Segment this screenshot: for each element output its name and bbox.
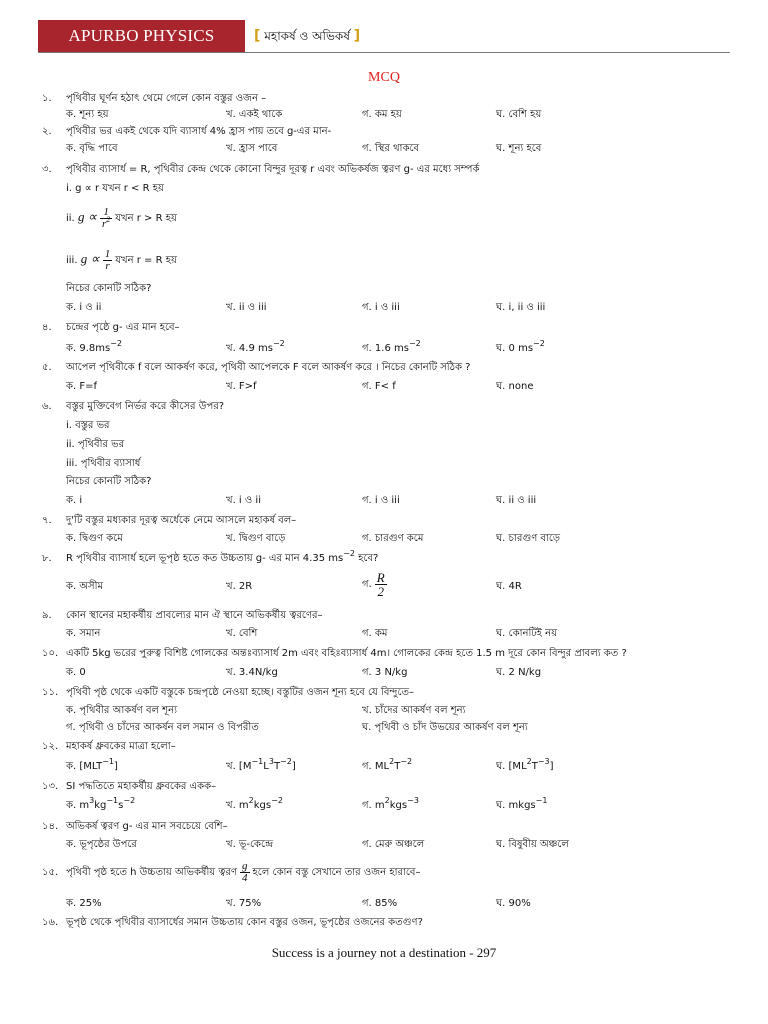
- q11-option-d: ঘ. পৃথিবী ও চাঁদ উভয়ের আকর্ষণ বল শূন্য: [362, 722, 528, 733]
- q9-option-c: গ. কম: [362, 628, 388, 639]
- q10-option-a: ক. 0: [66, 667, 86, 678]
- question-2: ২. পৃথিবীর ভর একই থেকে যদি ব্যাসার্ধ 4% হ্রাস পায় তবে g-এর মান-: [42, 126, 332, 137]
- q8-option-c: গ. $\frac{R}{2}$: [362, 569, 385, 599]
- q15-option-b: খ. 75%: [226, 898, 262, 909]
- q14-option-a: ক. ভূপৃষ্ঠের উপরে: [66, 839, 137, 850]
- q10-option-b: খ. 3.4N/kg: [226, 667, 278, 678]
- q5-option-d: ঘ. none: [496, 381, 534, 392]
- q13-option-c: গ. $m^2kgs^{-3}$: [362, 796, 419, 811]
- q14-option-d: ঘ. বিষুবীয় অঞ্চলে: [496, 839, 569, 850]
- q8-option-b: খ. 2R: [226, 581, 253, 592]
- q13-option-b: খ. $m^2kgs^{-2}$: [226, 796, 283, 811]
- q15-option-a: ক. 25%: [66, 898, 102, 909]
- q4-option-a: ক. $9.8ms^{-2}$: [66, 339, 123, 354]
- question-7: ৭. দু'টি বস্তুর মধ্যকার দূরত্ব অর্ধেকে নেমে আসলে মহাকর্ষ বল–: [42, 515, 297, 526]
- q8-option-a: ক. অসীম: [66, 581, 104, 592]
- section-title: MCQ: [368, 70, 400, 85]
- question-15: ১৫. পৃথিবী পৃষ্ঠ হতে h উচ্চতায় অভিকর্ষীয় ত্বরণ $\frac{g}{4}$ হলে কোন বস্তু সেখানে তার ওজন হারাবে–: [42, 859, 421, 884]
- q5-option-b: খ. F>f: [226, 381, 257, 392]
- q6-statement-3: iii. পৃথিবীর ব্যাসার্ধ: [66, 458, 141, 469]
- page-footer: Success is a journey not a destination - 297: [271, 945, 497, 960]
- question-6: ৬. বস্তুর মুক্তিবেগ নির্ভর করে কীসের উপর?: [42, 401, 225, 412]
- q5-option-c: গ. F< f: [362, 381, 396, 392]
- q1-option-a: ক. শূন্য হয়: [66, 109, 109, 120]
- q8-option-d: ঘ. 4R: [496, 581, 522, 592]
- q6-option-d: ঘ. ii ও iii: [496, 495, 537, 506]
- q10-option-d: ঘ. 2 N/kg: [496, 667, 542, 678]
- q6-option-a: ক. i: [66, 495, 83, 506]
- q6-statement-1: i. বস্তুর ভর: [66, 420, 110, 431]
- q15-option-d: ঘ. 90%: [496, 898, 531, 909]
- q6-option-c: গ. i ও iii: [362, 495, 400, 506]
- q7-option-d: ঘ. চারগুণ বাড়ে: [496, 533, 561, 544]
- q12-option-d: ঘ. $[ML^2T^{-3}]$: [496, 757, 554, 772]
- q12-option-b: খ. $[M^{-1}L^3T^{-2}]$: [226, 757, 296, 772]
- q1-option-d: ঘ. বেশি হয়: [496, 109, 542, 120]
- q13-option-d: ঘ. mkgs$^{-1}$: [496, 796, 548, 811]
- brand-label: APURBO PHYSICS: [38, 20, 245, 52]
- q2-option-c: গ. স্থির থাকবে: [362, 143, 420, 154]
- q6-option-b: খ. i ও ii: [226, 495, 261, 506]
- q4-option-d: ঘ. 0 $ms^{-2}$: [496, 339, 545, 354]
- q3-option-d: ঘ. i, ii ও iii: [496, 302, 546, 313]
- q9-option-a: ক. সমান: [66, 628, 101, 639]
- q4-option-b: খ. 4.9 $ms^{-2}$: [226, 339, 285, 354]
- q2-option-d: ঘ. শূন্য হবে: [496, 143, 542, 154]
- chapter-name: মহাকর্ষ ও অভিকর্ষ: [264, 29, 350, 43]
- q6-ask: নিচের কোনটি সঠিক?: [66, 476, 152, 487]
- q2-option-a: ক. বৃদ্ধি পাবে: [66, 143, 118, 154]
- close-bracket: ]: [353, 28, 361, 44]
- q3-ask: নিচের কোনটি সঠিক?: [66, 283, 152, 294]
- question-8: ৮. R পৃথিবীর ব্যাসার্ধ হলে ভূপৃষ্ঠ হতে কত উচ্চতায় g- এর মান 4.35 $ms^{-2}$ হবে?: [42, 549, 379, 564]
- q3-option-a: ক. i ও ii: [66, 302, 102, 313]
- q11-option-c: গ. পৃথিবী ও চাঁদের আকর্ষন বল সমান ও বিপরীত: [66, 722, 259, 733]
- q14-option-c: গ. মেরু অঞ্চলে: [362, 839, 425, 850]
- q3-statement-3: iii. g ∝ $\frac{1}{r}$ যখন r = R হয়: [66, 247, 177, 272]
- q1-option-c: গ. কম হয়: [362, 109, 402, 120]
- question-13: ১৩. SI পদ্ধতিতে মহাকর্ষীয় ধ্রুবকের একক–: [42, 781, 217, 792]
- q3-statement-1: i. g ∝ r যখন r < R হয়: [66, 183, 164, 194]
- q7-option-c: গ. চারগুণ কমে: [362, 533, 424, 544]
- q9-option-b: খ. বেশি: [226, 628, 258, 639]
- chapter-title: [254, 20, 360, 52]
- question-3: ৩. পৃথিবীর ব্যাসার্ধ = R, পৃথিবীর কেন্দ্র থেকে কোনো বিন্দুর দূরত্ব r এবং অভিকর্ষজ ত্বরণ g- এর মধ্যে সম্পর্ক: [42, 164, 480, 175]
- question-10: ১০. একটি 5kg ভরের পুরুত্ব বিশিষ্ট গোলকের অন্তঃব্যাসার্ধ 2m এবং বহিঃব্যাসার্ধ 4m। গোলকের কেন্দ্র হতে 1.5 m দূরে কোন বিন্দুর প্রাবল্য কত ?: [42, 648, 627, 659]
- q3-statement-2: ii. g ∝ $\frac{1}{r^2}$ যখন r > R হয়: [66, 205, 177, 230]
- q11-option-a: ক. পৃথিবীর আকর্ষণ বল শূন্য: [66, 705, 177, 716]
- q12-option-a: ক. $[MLT^{-1}]$: [66, 757, 118, 772]
- q9-option-d: ঘ. কোনটিই নয়: [496, 628, 558, 639]
- question-4: ৪. চন্দ্রের পৃষ্ঠে g- এর মান হবে–: [42, 322, 180, 333]
- q6-statement-2: ii. পৃথিবীর ভর: [66, 439, 125, 450]
- q3-option-b: খ. ii ও iii: [226, 302, 267, 313]
- page-header: [38, 20, 730, 53]
- question-12: ১২. মহাকর্ষ ধ্রুবকের মাত্রা হলো–: [42, 741, 176, 752]
- q7-option-b: খ. দ্বিগুণ বাড়ে: [226, 533, 286, 544]
- q4-option-c: গ. 1.6 $ms^{-2}$: [362, 339, 421, 354]
- question-1: ১. পৃথিবীর ঘূর্ণন হঠাৎ থেমে গেলে কোন বস্তুর ওজন –: [42, 93, 267, 104]
- q12-option-c: গ. $ML^2T^{-2}$: [362, 757, 413, 772]
- open-bracket: [: [254, 28, 261, 44]
- q7-option-a: ক. দ্বিগুণ কমে: [66, 533, 123, 544]
- q10-option-c: গ. 3 N/kg: [362, 667, 408, 678]
- q15-option-c: গ. 85%: [362, 898, 398, 909]
- question-11: ১১. পৃথিবী পৃষ্ঠ থেকে একটি বস্তুকে চন্দ্রপৃষ্ঠে নেওয়া হচ্ছে। বস্তুটির ওজন শূন্য হবে যে বিন্দুতে–: [42, 687, 414, 698]
- q2-option-b: খ. হ্রাস পাবে: [226, 143, 278, 154]
- question-9: ৯. কোন স্থানের মহাকর্ষীয় প্রাবল্যের মান ঐ স্থানে অভিকর্ষীয় ত্বরণের–: [42, 610, 323, 621]
- q3-option-c: গ. i ও iii: [362, 302, 400, 313]
- q14-option-b: খ. ভূ-কেন্দ্রে: [226, 839, 274, 850]
- q1-option-b: খ. একই থাকে: [226, 109, 283, 120]
- question-5: ৫. আপেল পৃথিবীকে f বলে আকর্ষণ করে, পৃথিবী আপেলকে F বলে আকর্ষণ করে । নিচের কোনটি সঠিক ?: [42, 362, 471, 373]
- q13-option-a: ক. $m^3kg^{-1}s^{-2}$: [66, 796, 136, 811]
- q11-option-b: খ. চাঁদের আকর্ষণ বল শূন্য: [362, 705, 466, 716]
- question-14: ১৪. অভিকর্ষ ত্বরণ g- এর মান সবচেয়ে বেশি–: [42, 821, 228, 832]
- question-16: ১৬. ভূপৃষ্ঠ থেকে পৃথিবীর ব্যাসার্ধের সমান উচ্চতায় কোন বস্তুর ওজন, ভূপৃষ্ঠের ওজনের কতগুণ?: [42, 917, 423, 928]
- q5-option-a: ক. F=f: [66, 381, 98, 392]
